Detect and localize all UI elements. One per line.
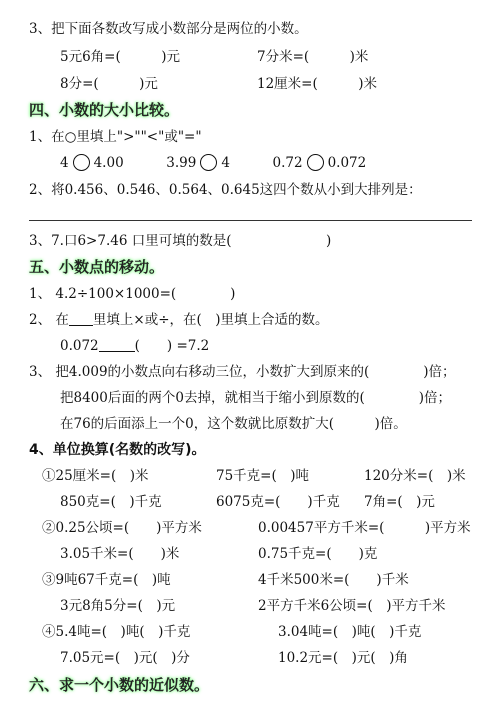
q3-row2-b: 12厘米=( )米 [257,76,378,92]
u-r4-a: 3.05千米=( )米 [60,546,180,562]
s4-q2: 2、将0.456、0.546、0.564、0.645这四个数从小到大排列是： [29,182,422,198]
u-r8-a: 7.05元=( )元( )分 [60,650,190,666]
u-r4-b: 0.75千克=( )克 [258,546,378,562]
s4-q1: 1、在○里填上">""<"或"=" [29,129,202,145]
q3-row1-b: 7分米=( )米 [257,49,369,65]
s5-q1: 1、 4.2÷100×1000=( ) [29,286,236,302]
s4-compare-row: 4 4.00 3.99 4 0.72 0.072 [60,155,367,171]
u-r8-b: 10.2元=( )元( )角 [278,650,408,666]
answer-line[interactable] [29,220,472,221]
section-4-title: 四、小数的大小比较。 [29,101,180,119]
u-r7-a: ④5.4吨=( )吨( )千克 [42,624,191,640]
u-r6-a: 3元8角5分=( )元 [60,598,176,614]
s5-q3c: 在76的后面添上一个0，这个数就比原数扩大( )倍。 [60,416,407,432]
u-r2-b: 6075克=( )千克 [216,494,340,510]
s4-q3: 3、7.口6>7.46 口里可填的数是( ) [29,233,332,249]
s5-q3: 3、 把4.009的小数点向右移动三位，小数扩大到原来的( )倍； [29,364,456,380]
u-r5-a: ③9吨67千克=( )吨 [42,572,171,588]
s5-q3b: 把8400后面的两个0去掉，就相当于缩小到原数的( )倍； [60,390,451,406]
section-5-title: 五、小数点的移动。 [29,258,165,276]
s5-q2b: 0.072 ( ) =7.2 [60,338,210,354]
section-6-title: 六、求一个小数的近似数。 [29,676,210,694]
unit-conversion-title: 4、单位换算(名数的改写)。 [29,442,206,458]
u-r1-c: 120分米=( )米 [364,468,466,484]
q3-intro: 3、把下面各数改写成小数部分是两位的小数。 [29,21,308,37]
compare-circle-3[interactable] [307,154,324,171]
q3-row2-a: 8分=( )元 [60,76,158,92]
compare-circle-2[interactable] [200,154,217,171]
u-r2-c: 7角=( )元 [364,494,435,510]
u-r2-a: 850克=( )千克 [60,494,162,510]
u-r3-a: ②0.25公顷=( )平方米 [42,520,202,536]
blank-underline[interactable] [69,311,93,326]
u-r1-b: 75千克=( )吨 [216,468,310,484]
compare-circle-1[interactable] [73,154,90,171]
u-r3-b: 0.00457平方千米=( )平方米 [258,520,471,536]
u-r1-a: ①25厘米=( )米 [42,468,149,484]
s5-q2: 2、 在 里填上×或÷，在( )里填上合适的数。 [29,312,329,328]
blank-underline[interactable] [99,337,135,352]
u-r7-b: 3.04吨=( )吨( )千克 [278,624,422,640]
q3-row1-a: 5元6角=( )元 [60,49,181,65]
u-r5-b: 4千米500米=( )千米 [258,572,409,588]
u-r6-b: 2平方千米6公顷=( )平方千米 [258,598,446,614]
